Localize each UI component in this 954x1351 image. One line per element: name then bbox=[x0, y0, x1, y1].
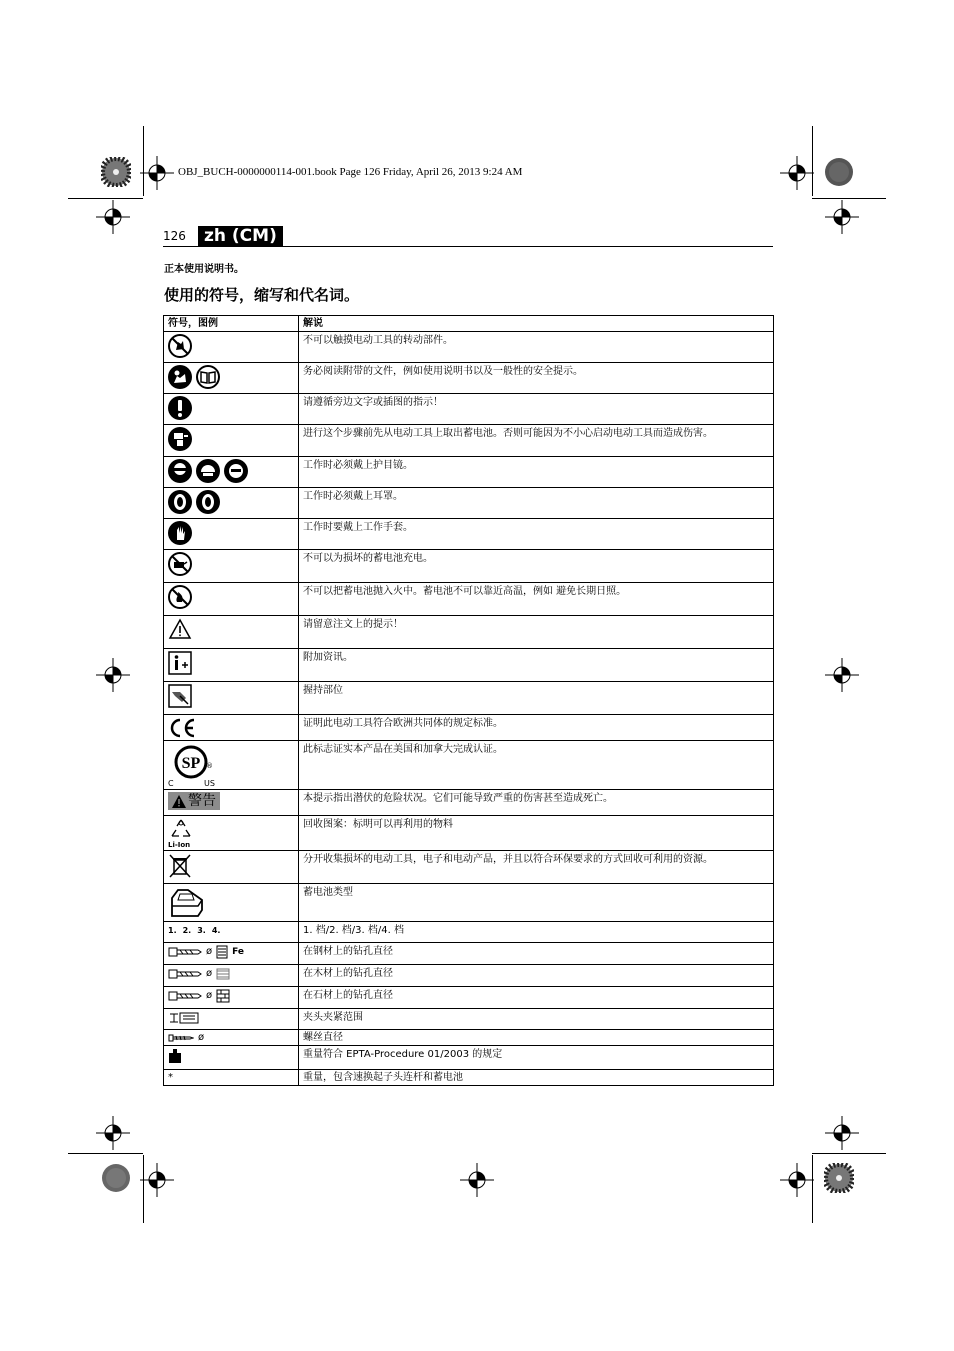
description-cell: 蓄电池类型 bbox=[299, 884, 774, 922]
calibration-disc-icon bbox=[824, 1163, 854, 1193]
do-not-touch-rotating-icon bbox=[168, 334, 192, 358]
table-row bbox=[164, 1070, 774, 1086]
symbol-cell bbox=[164, 1009, 299, 1030]
drill-bit-icon bbox=[168, 990, 202, 1002]
calibration-disc-icon bbox=[824, 157, 854, 187]
description-cell: 在木材上的钻孔直径 bbox=[299, 965, 774, 987]
section-title: 使用的符号，缩写和代名词。 bbox=[164, 286, 360, 304]
gear-1-label: 1. bbox=[168, 926, 177, 935]
symbol-cell bbox=[164, 425, 299, 457]
description-cell: 螺丝直径 bbox=[299, 1030, 774, 1046]
table-row bbox=[164, 682, 774, 715]
li-ion-label: Li-Ion bbox=[168, 841, 191, 849]
table-row bbox=[164, 741, 774, 790]
face-mask-icon bbox=[224, 459, 248, 483]
csa-registered-mark: ® bbox=[206, 762, 213, 770]
description-cell: 重量符合 EPTA-Procedure 01/2003 的规定 bbox=[299, 1046, 774, 1070]
table-row bbox=[164, 1009, 774, 1030]
read-manual-icon bbox=[168, 365, 192, 389]
description-cell: 不可以触摸电动工具的转动部件。 bbox=[299, 332, 774, 363]
description-cell: 握持部位 bbox=[299, 682, 774, 715]
symbol-cell: * bbox=[164, 1070, 299, 1086]
description-cell: 重量，包含速换起子头连杆和蓄电池 bbox=[299, 1070, 774, 1086]
registration-crosshair-icon bbox=[140, 1163, 174, 1197]
symbol-cell bbox=[164, 851, 299, 884]
table-row bbox=[164, 922, 774, 943]
table-row bbox=[164, 715, 774, 741]
table-row bbox=[164, 1030, 774, 1046]
symbols-table bbox=[163, 315, 774, 1086]
recycling-li-ion-icon bbox=[168, 818, 194, 840]
description-cell: 夹头夹紧范围 bbox=[299, 1009, 774, 1030]
table-row bbox=[164, 394, 774, 425]
gear-settings-icon bbox=[168, 924, 294, 938]
warning-triangle-icon bbox=[168, 618, 192, 640]
column-header-description: 解说 bbox=[299, 316, 774, 332]
ce-mark-icon bbox=[168, 717, 196, 739]
table-row bbox=[164, 583, 774, 616]
table-row bbox=[164, 425, 774, 457]
crop-line bbox=[68, 1153, 143, 1154]
symbol-cell bbox=[164, 987, 299, 1009]
description-cell: 1. 档/2. 档/3. 档/4. 档 bbox=[299, 922, 774, 943]
warning-badge-label: 警告 bbox=[188, 793, 216, 809]
table-row bbox=[164, 550, 774, 583]
warning-triangle-icon bbox=[172, 795, 186, 808]
description-cell: 在石材上的钻孔直径 bbox=[299, 987, 774, 1009]
symbol-cell bbox=[164, 816, 299, 851]
table-header-row bbox=[164, 316, 774, 332]
table-row bbox=[164, 790, 774, 816]
description-cell: 请遵循旁边文字或插图的指示！ bbox=[299, 394, 774, 425]
csa-us-label: US bbox=[204, 779, 215, 788]
table-row bbox=[164, 987, 774, 1009]
safety-helmet-icon bbox=[196, 459, 220, 483]
remove-battery-icon bbox=[168, 427, 192, 451]
registration-crosshair-icon bbox=[96, 1116, 130, 1150]
gear-2-label: 2. bbox=[182, 926, 192, 935]
symbol-cell bbox=[164, 488, 299, 519]
symbol-cell bbox=[164, 715, 299, 741]
symbol-cell bbox=[164, 1030, 299, 1046]
table-row bbox=[164, 884, 774, 922]
description-cell: 务必阅读附带的文件，例如使用说明书以及一般性的安全提示。 bbox=[299, 363, 774, 394]
column-header-symbol: 符号，图例 bbox=[164, 316, 299, 332]
description-cell: 工作时必须戴上耳罩。 bbox=[299, 488, 774, 519]
description-cell: 工作时必须戴上护目镜。 bbox=[299, 457, 774, 488]
symbol-cell bbox=[164, 922, 299, 943]
crop-line bbox=[812, 1153, 886, 1154]
symbol-cell bbox=[164, 519, 299, 550]
crop-line bbox=[812, 198, 886, 199]
registration-crosshair-icon bbox=[96, 658, 130, 692]
no-charge-damaged-battery-icon bbox=[168, 552, 192, 576]
gear-3-label: 3. bbox=[197, 926, 206, 935]
file-header: OBJ_BUCH-0000000114-001.book Page 126 Friday, April 26, 2013 9:24 AM bbox=[178, 166, 523, 178]
crop-line bbox=[68, 198, 143, 199]
registration-crosshair-icon bbox=[825, 658, 859, 692]
page-number: 126 bbox=[163, 229, 186, 243]
crossed-bin-icon bbox=[168, 853, 192, 879]
description-cell: 在钢材上的钻孔直径 bbox=[299, 943, 774, 965]
steel-material-icon bbox=[216, 945, 228, 959]
symbol-cell bbox=[164, 583, 299, 616]
table-row bbox=[164, 488, 774, 519]
calibration-disc-icon bbox=[101, 157, 131, 187]
diameter-symbol: ø bbox=[198, 1032, 205, 1043]
steel-label: Fe bbox=[232, 947, 245, 957]
header-rule bbox=[163, 246, 773, 247]
description-cell: 此标志证实本产品在美国和加拿大完成认证。 bbox=[299, 741, 774, 790]
subtitle: 正本使用说明书。 bbox=[164, 264, 244, 275]
description-cell: 本提示指出潜伏的危险状况。它们可能导致严重的伤害甚至造成死亡。 bbox=[299, 790, 774, 816]
table-row bbox=[164, 519, 774, 550]
screw-diameter-icon bbox=[168, 1034, 194, 1042]
calibration-disc-icon bbox=[101, 1163, 131, 1193]
table-row bbox=[164, 363, 774, 394]
table-row bbox=[164, 616, 774, 649]
symbol-cell bbox=[164, 616, 299, 649]
ear-protection-icon bbox=[168, 490, 192, 514]
csa-c-label: C bbox=[168, 779, 174, 788]
diameter-symbol: ø bbox=[206, 946, 213, 957]
registration-crosshair-icon bbox=[140, 156, 174, 190]
table-row bbox=[164, 965, 774, 987]
table-row bbox=[164, 332, 774, 363]
table-row bbox=[164, 943, 774, 965]
registration-crosshair-icon bbox=[96, 200, 130, 234]
gloves-icon bbox=[168, 521, 192, 545]
registration-crosshair-icon bbox=[780, 156, 814, 190]
table-row bbox=[164, 816, 774, 851]
diameter-symbol: ø bbox=[206, 968, 213, 979]
battery-pack-icon bbox=[168, 886, 206, 920]
warning-badge-icon bbox=[168, 792, 220, 810]
description-cell: 证明此电动工具符合欧洲共同体的规定标准。 bbox=[299, 715, 774, 741]
symbol-cell bbox=[164, 943, 299, 965]
registration-crosshair-icon bbox=[780, 1163, 814, 1197]
registration-crosshair-icon bbox=[460, 1163, 494, 1197]
eye-protection-icon bbox=[168, 459, 192, 483]
gear-4-label: 4. bbox=[211, 926, 221, 935]
drill-bit-icon bbox=[168, 968, 202, 980]
drill-bit-icon bbox=[168, 946, 202, 958]
symbol-cell bbox=[164, 741, 299, 790]
svg-text:SP: SP bbox=[181, 755, 201, 772]
symbol-cell bbox=[164, 682, 299, 715]
symbol-cell bbox=[164, 457, 299, 488]
symbol-cell bbox=[164, 965, 299, 987]
weight-icon bbox=[168, 1048, 182, 1064]
description-cell: 不可以为损坏的蓄电池充电。 bbox=[299, 550, 774, 583]
ear-muffs-icon bbox=[196, 490, 220, 514]
chuck-range-icon bbox=[168, 1011, 202, 1025]
symbol-cell bbox=[164, 394, 299, 425]
registration-crosshair-icon bbox=[825, 1116, 859, 1150]
description-cell: 进行这个步骤前先从电动工具上取出蓄电池。否则可能因为不小心启动电动工具而造成伤害。 bbox=[299, 425, 774, 457]
language-tag: zh (CM) bbox=[198, 226, 283, 247]
wood-material-icon bbox=[216, 968, 230, 980]
description-cell: 请留意注文上的提示！ bbox=[299, 616, 774, 649]
symbol-cell bbox=[164, 790, 299, 816]
symbol-cell bbox=[164, 884, 299, 922]
no-fire-battery-icon bbox=[168, 585, 192, 609]
symbol-cell bbox=[164, 1046, 299, 1070]
symbol-cell bbox=[164, 550, 299, 583]
symbol-cell bbox=[164, 649, 299, 682]
table-row bbox=[164, 457, 774, 488]
csa-mark-icon bbox=[174, 745, 208, 779]
description-cell: 不可以把蓄电池抛入火中。蓄电池不可以靠近高温，例如 避免长期日照。 bbox=[299, 583, 774, 616]
table-row bbox=[164, 851, 774, 884]
grip-area-icon bbox=[168, 684, 192, 708]
description-cell: 回收图案：标明可以再利用的物料 bbox=[299, 816, 774, 851]
registration-crosshair-icon bbox=[825, 200, 859, 234]
symbol-cell bbox=[164, 363, 299, 394]
description-cell: 附加资讯。 bbox=[299, 649, 774, 682]
diameter-symbol: ø bbox=[206, 990, 213, 1001]
table-row bbox=[164, 1046, 774, 1070]
masonry-material-icon bbox=[216, 989, 230, 1003]
description-cell: 分开收集损坏的电动工具，电子和电动产品，并且以符合环保要求的方式回收可利用的资源。 bbox=[299, 851, 774, 884]
table-row bbox=[164, 649, 774, 682]
attention-icon bbox=[168, 396, 192, 420]
symbol-cell bbox=[164, 332, 299, 363]
manual-book-icon bbox=[196, 365, 220, 389]
description-cell: 工作时要戴上工作手套。 bbox=[299, 519, 774, 550]
info-icon bbox=[168, 651, 192, 675]
